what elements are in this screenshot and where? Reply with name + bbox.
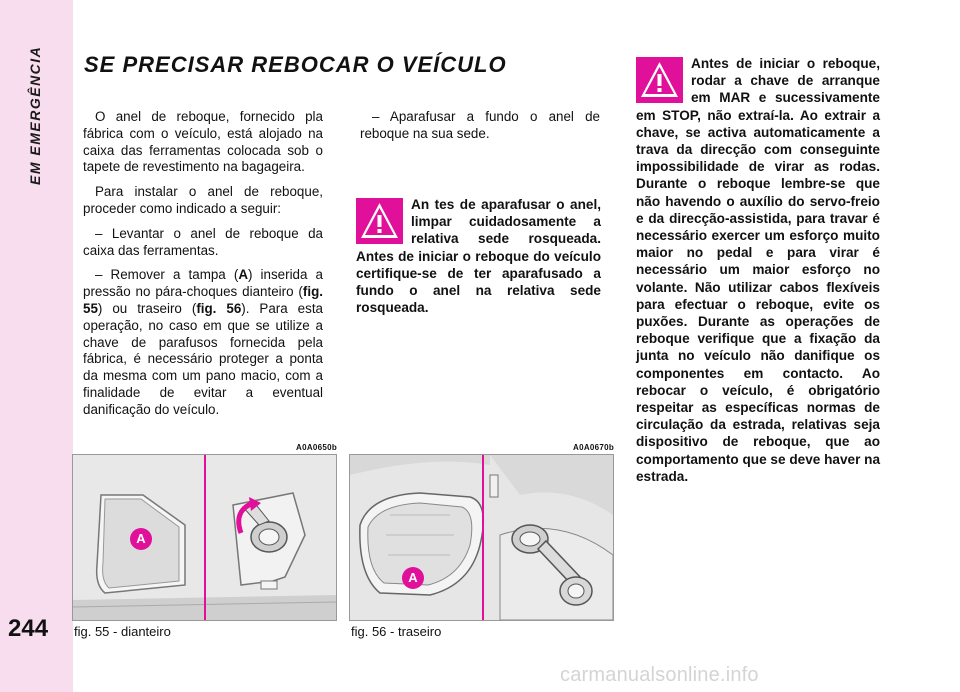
warning-triangle-icon	[356, 198, 403, 244]
warning-triangle-icon	[636, 57, 683, 103]
marker-a: A	[130, 528, 152, 550]
paragraph	[83, 267, 323, 418]
watermark: carmanualsonline.info	[560, 664, 759, 686]
figure-divider	[204, 455, 206, 620]
figure-55	[72, 454, 337, 621]
fig-reference: fig. 55	[83, 284, 323, 316]
section-label: EM EMERGÊNCIA	[27, 45, 43, 185]
figure-56	[349, 454, 614, 621]
paragraph: – Levantar o anel de reboque da caixa das ferramentas.	[83, 225, 323, 258]
paragraph: – Aparafusar a fundo o anel de reboque na sua sede.	[360, 109, 600, 141]
warning-text: An tes de aparafusar o anel, limpar cuidadosamente a relativa sede rosqueada. Antes de iniciar o reboque do veículo certifique-se de ter aparafusado a fundo o anel na relativa sede rosqueada.	[356, 197, 601, 316]
figure-caption: fig. 56 - traseiro	[351, 624, 442, 639]
warning-text: Antes de iniciar o reboque, rodar a chave de arranque em MAR e sucessivamente em STOP, não extraí-la. Ao extrair a chave, se activa automaticamente a trava da direcção com conseguinte impossibilidade de virar as rodas. Durante o reboque lembre-se que não havendo o auxílio do servo-freio e da direcção-assistida, para travar é necessário exercer um esforço muito maior no pedal e para virar é necessário um maior esforço no volante. Não utilizar cabos flexíveis para efectuar o reboque, evite os puxões. Durante as operações de reboque verifique que a fixação da junta no veículo não danifique os componentes em contacto. Ao rebocar o veículo, é obrigatório respeitar as específicas normas de circulação da estrada, relativas seja dispositivo de reboque, que ao comportamento que se deve haver na estrada.	[636, 56, 881, 484]
ref-marker: A	[238, 267, 248, 283]
fig-reference: fig. 56	[196, 300, 242, 316]
paragraph: Para instalar o anel de reboque, proceder como indicado a seguir:	[83, 184, 323, 216]
figure-caption: fig. 55 - dianteiro	[74, 624, 171, 639]
text-run: ) inserida a pressão no pára-choques dianteiro (	[83, 267, 323, 300]
page-title: SE PRECISAR REBOCAR O VEÍCULO	[84, 52, 507, 77]
marker-a: A	[402, 567, 424, 589]
body-column-2	[360, 109, 600, 151]
page-number: 244	[8, 615, 49, 642]
text-run: ). Para esta operação, no caso em que se utilize a chave de parafusos fornecida pela fábrica, é necessário proteger a ponta da mesma com um pano macio, com a finalidade de evitar a eventual danificação do veículo.	[83, 300, 323, 417]
body-column-1	[83, 109, 323, 427]
text-run: – Remover a tampa (	[95, 267, 239, 283]
figure-divider	[482, 455, 484, 620]
warning-box-1	[356, 196, 601, 316]
figure-id: A0A0670b	[573, 443, 615, 452]
paragraph: O anel de reboque, fornecido pla fábrica com o veículo, está alojado na caixa das ferramentas colocada sob o tapete de revestimento na bagageira.	[83, 109, 323, 175]
warning-box-2	[636, 55, 880, 485]
figure-id: A0A0650b	[296, 443, 338, 452]
text-run: ) ou traseiro (	[97, 300, 197, 316]
